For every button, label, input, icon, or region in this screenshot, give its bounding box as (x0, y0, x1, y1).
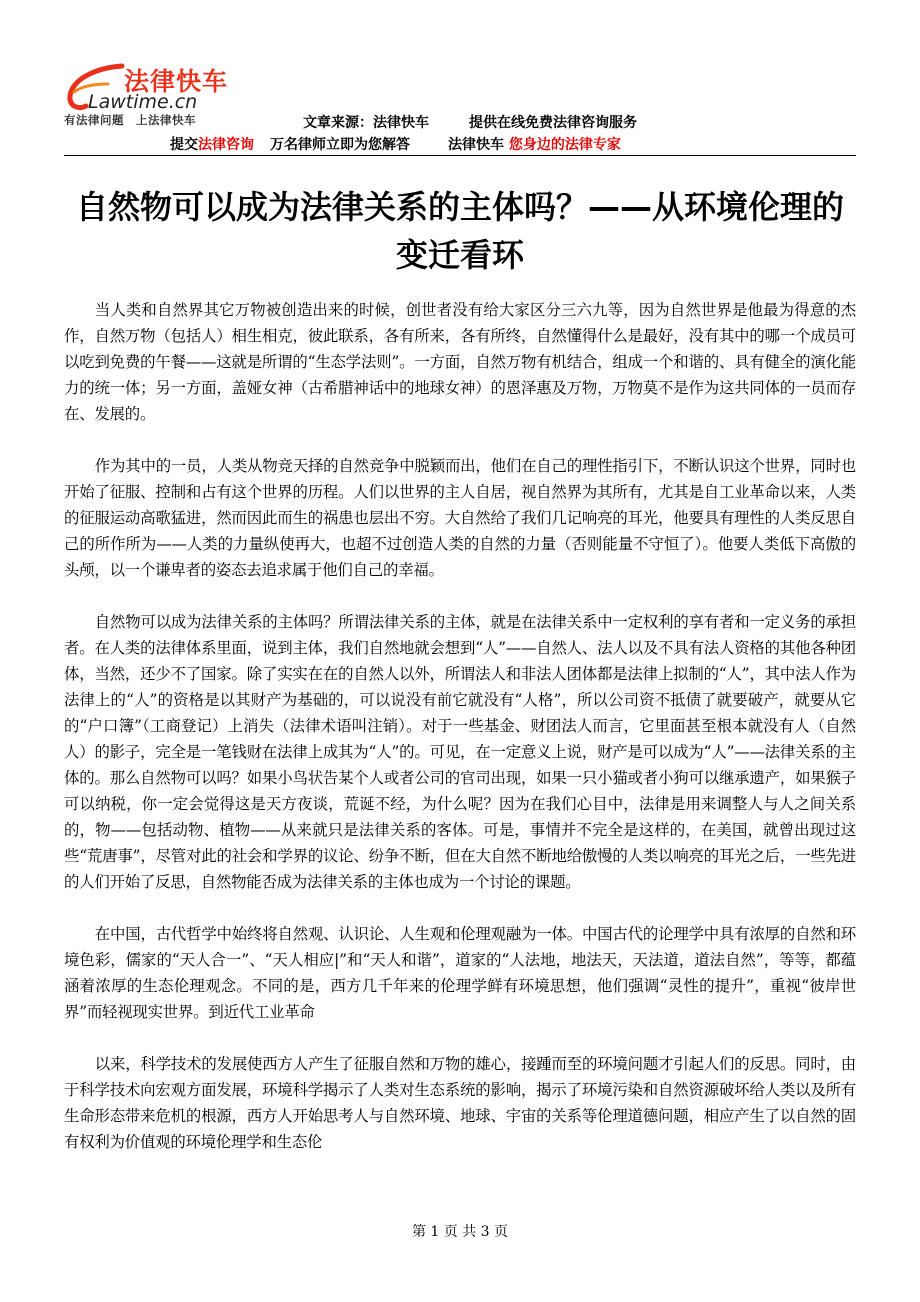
page-number: 第 1 页 共 3 页 (411, 1224, 509, 1240)
header-line-1 (303, 112, 637, 132)
article-body (64, 297, 856, 1181)
submit-prefix: 提交 (170, 137, 198, 153)
logo-brand-cn: 法律快车 (124, 67, 229, 96)
article-paragraph-2: 作为其中的一员，人类从物竞天择的自然竞争中脱颖而出，他们在自己的理性指引下，不断认识这个世界，同时也开始了征服、控制和占有这个世界的历程。人们以世界的主人自居，视自然界为其所有，尤其是自工业革命以来，人类的征服运动高歌猛进，然而因此而生的祸患也层出不穷。大自然给了我们几记响亮的耳光，他要具有理性的人类反思自己的所作所为——人类的力量纵使再大，也超不过创造人类的自然的力量（否则能量不守恒了）。他要人类低下高傲的头颅，以一个谦卑者的姿态去追求属于他们自己的幸福。 (64, 457, 856, 579)
article-paragraph-1: 当人类和自然界其它万物被创造出来的时候，创世者没有给大家区分三六九等，因为自然世界是他最为得意的杰作，自然万物（包括人）相生相克，彼此联系，各有所来，各有所终，自然懂得什么是最好，没有其中的哪一个成员可以吃到免费的午餐——这就是所谓的“生态学法则”。一方面，自然万物有机结合，组成一个和谐的、具有健全的演化能力的统一体；另一方面，盖娅女神（古希腊神话中的地球女神）的恩泽惠及万物，万物莫不是作为这共同体的一员而存在、发展的。 (64, 301, 856, 423)
free-consult-service: 提供在线免费法律咨询服务 (469, 115, 637, 131)
article-title: 自然物可以成为法律关系的主体吗？——从环境伦理的变迁看环 (75, 188, 844, 274)
logo-brand-en: Lawtime.cn (88, 91, 198, 113)
logo-slogan: 有法律问题 上法律快车 (64, 113, 196, 127)
brand-name: 法律快车 (448, 137, 504, 153)
article-paragraph-3: 自然物可以成为法律关系的主体吗？所谓法律关系的主体，就是在法律关系中一定权利的享有者和一定义务的承担者。在人类的法律体系里面，说到主体，我们自然地就会想到“人”——自然人、法人以及不具有法人资格的其他各种团体，当然，还少不了国家。除了实实在在的自然人以外，所谓法人和非法人团体都是法律上拟制的“人”，其中法人作为法律上的“人”的资格是以其财产为基础的，可以说没有前它就没有“人格”，所以公司资不抵债了就要破产，就要从它的“户口簿”（工商登记）上消失（法律术语叫注销）。对于一些基金、财团法人而言，它里面甚至根本就没有人（自然人）的影子，完全是一笔钱财在法律上成其为“人”的。可见，在一定意义上说，财产是可以成为“人”——法律关系的主体的。那么自然物可以吗？如果小鸟状告某个人或者公司的官司出现，如果一只小猫或者小狗可以继承遗产，如果猴子可以纳税，你一定会觉得这是天方夜谈，荒诞不经，为什么呢？因为在我们心目中，法律是用来调整人与人之间关系的，物——包括动物、植物——从来就只是法律关系的客体。可是，事情并不完全是这样的，在美国，就曾出现过这些“荒唐事”，尽管对此的社会和学界的议论、纷争不断，但在大自然不断地给傲慢的人类以响亮的耳光之后，一些先进的人们开始了反思，自然物能否成为法律关系的主体也成为一个讨论的课题。 (64, 613, 856, 891)
article-paragraph-5: 以来，科学技术的发展使西方人产生了征服自然和万物的雄心，接踵而至的环境问题才引起人们的反思。同时，由于科学技术向宏观方面发展，环境科学揭示了人类对生态系统的影响，揭示了环境污染和自然资源破坏给人类以及所有生命形态带来危机的根源，西方人开始思考人与自然环境、地球、宇宙的关系等伦理道德问题，相应产生了以自然的固有权利为价值观的环境伦理学和生态伦 (64, 1055, 856, 1151)
header-line-2 (170, 134, 621, 154)
header-divider (64, 155, 856, 156)
article-source: 文章来源：法律快车 (303, 115, 429, 131)
lawyers-answer-text: 万名律师立即为您解答 (270, 137, 410, 153)
legal-consult-link[interactable]: 法律咨询 (198, 137, 254, 153)
page-header (0, 0, 920, 160)
article-paragraph-4: 在中国，古代哲学中始终将自然观、认识论、人生观和伦理观融为一体。中国古代的论理学中具有浓厚的自然和环境色彩，儒家的“天人合一”、“天人相应|”和“天人和谐”，道家的“人法地，地法天，天法道，道法自然”，等等，都蕴涵着浓厚的生态伦理观念。不同的是，西方几千年来的伦理学鲜有环境思想，他们强调“灵性的提升”，重视“彼岸世界”而轻视现实世界。到近代工业革命 (64, 925, 856, 1021)
lawtime-logo[interactable] (64, 62, 254, 128)
brand-tagline: 您身边的法律专家 (508, 137, 621, 153)
